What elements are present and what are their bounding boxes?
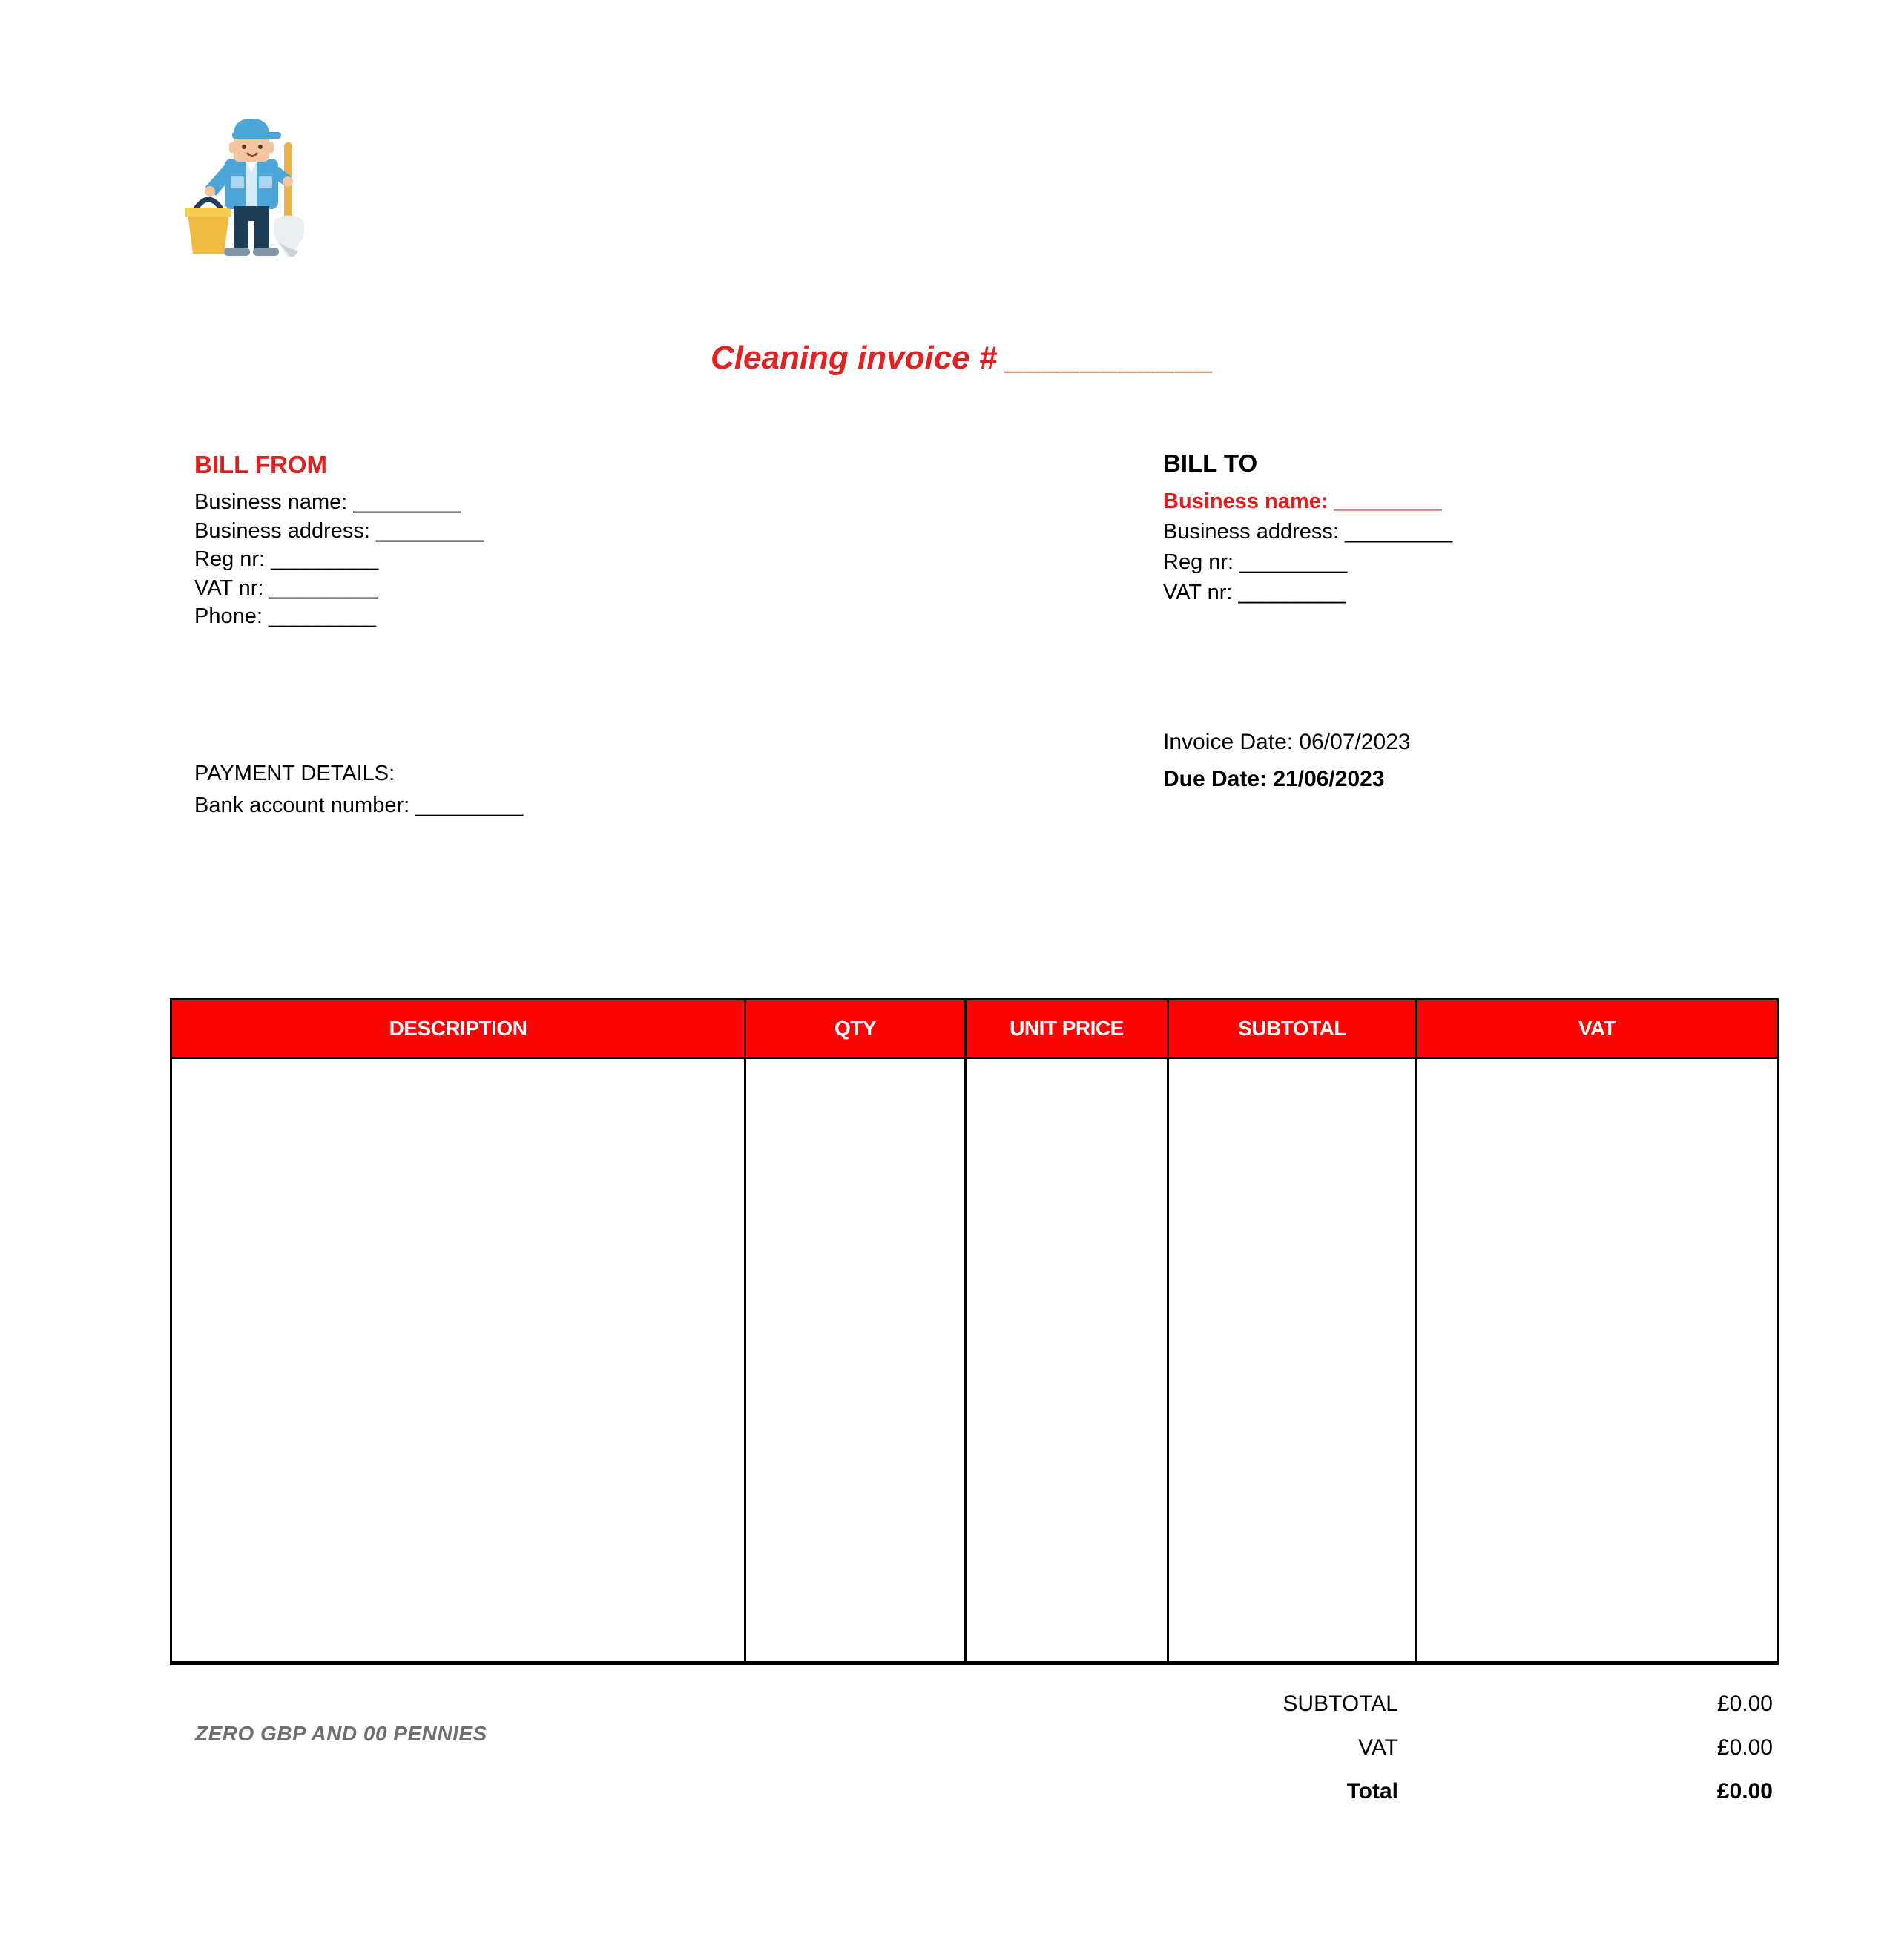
bill-from-reg-nr: Reg nr: _________ <box>194 547 379 571</box>
invoice-number-blank: ___________ <box>1006 340 1214 376</box>
items-table-header-row <box>172 1000 1777 1059</box>
table-body-cell-subtotal <box>1169 1059 1418 1661</box>
dates-section <box>1163 724 1411 798</box>
bill-from-section <box>194 449 484 631</box>
bill-to-reg-nr: Reg nr: _________ <box>1163 550 1348 574</box>
payment-details-section <box>194 758 523 822</box>
table-body-cell-vat <box>1418 1059 1777 1661</box>
bill-to-section <box>1163 448 1452 608</box>
column-header-unit-price: UNIT PRICE <box>967 1000 1169 1057</box>
due-date: Due Date: 21/06/2023 <box>1163 767 1385 791</box>
total-row <box>170 1779 1773 1823</box>
column-header-description: DESCRIPTION <box>172 1000 746 1057</box>
bill-from-heading: BILL FROM <box>194 451 328 478</box>
table-body-cell-description <box>172 1059 746 1661</box>
bill-to-vat-nr: VAT nr: _________ <box>1163 581 1346 604</box>
items-table-body <box>172 1059 1777 1661</box>
payment-details-heading: PAYMENT DETAILS: <box>194 762 395 785</box>
cleaner-logo-icon <box>182 111 308 263</box>
bill-from-phone: Phone: _________ <box>194 604 377 628</box>
column-header-vat: VAT <box>1578 1017 1616 1040</box>
total-amount: £0.00 <box>1716 1779 1773 1804</box>
page-title <box>711 340 1214 377</box>
amount-in-words: ZERO GBP AND 00 PENNIES <box>195 1722 487 1745</box>
bill-to-business-address: Business address: _________ <box>1163 520 1453 544</box>
vat-label: VAT <box>1358 1735 1398 1760</box>
bill-from-business-address: Business address: _________ <box>194 518 484 543</box>
totals-section <box>170 1692 1773 1823</box>
page-title-text: Cleaning invoice # <box>711 340 998 376</box>
bill-from-business-name: Business name: _________ <box>194 490 461 514</box>
column-header-qty: QTY <box>746 1000 967 1057</box>
table-body-cell-qty <box>746 1059 967 1661</box>
bank-account-number: Bank account number: _________ <box>194 793 524 817</box>
bill-to-business-name: Business name: _________ <box>1163 489 1442 513</box>
table-body-cell-unit-price <box>967 1059 1169 1661</box>
items-table <box>170 998 1779 1665</box>
bill-from-vat-nr: VAT nr: _________ <box>194 575 378 600</box>
subtotal-label: SUBTOTAL <box>1282 1692 1398 1716</box>
vat-amount: £0.00 <box>1716 1735 1773 1760</box>
invoice-date: Invoice Date: 06/07/2023 <box>1163 730 1411 754</box>
total-label: Total <box>1346 1779 1398 1804</box>
subtotal-amount: £0.00 <box>1716 1692 1773 1716</box>
bill-to-heading: BILL TO <box>1163 449 1258 477</box>
column-header-subtotal: SUBTOTAL <box>1169 1000 1418 1057</box>
